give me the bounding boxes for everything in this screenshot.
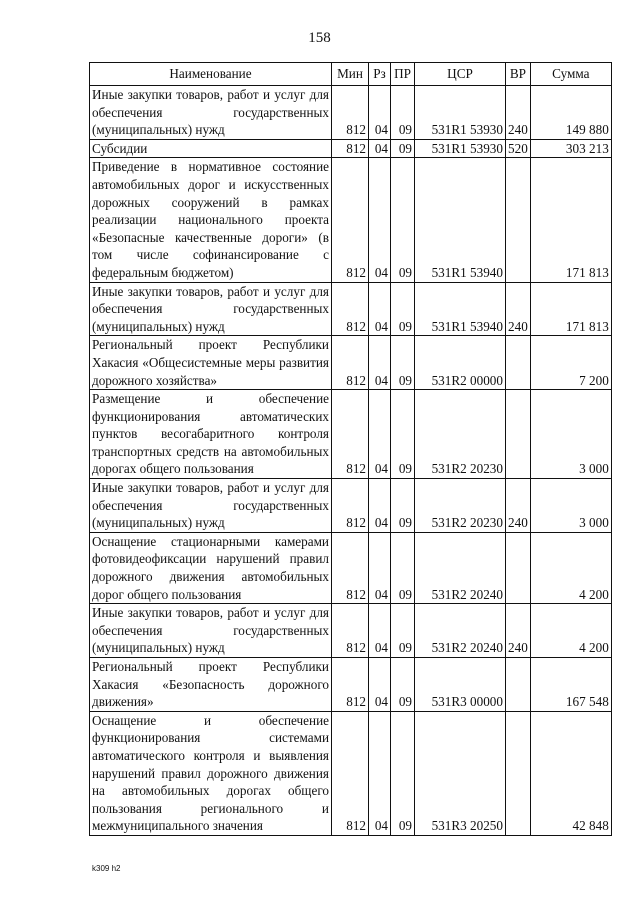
row-pr-cell: 09 [391,390,415,479]
row-sum-cell: 7 200 [530,336,611,390]
row-sum-cell: 3 000 [530,479,611,533]
row-name-cell: Иные закупки товаров, работ и услуг для обеспечения государственных (муниципальных) нужд [90,282,332,336]
row-rz-cell: 04 [369,390,391,479]
row-vr-cell [506,658,531,712]
row-sum-cell: 171 813 [530,282,611,336]
table-row [90,658,612,712]
column-header-pr: ПР [391,63,415,86]
column-header-csr: ЦСР [415,63,506,86]
table-row [90,86,612,140]
table-row [90,282,612,336]
row-rz-cell: 04 [369,479,391,533]
row-vr-cell [506,336,531,390]
row-csr-cell: 531R2 20230 [415,479,506,533]
table-row [90,532,612,603]
row-csr-cell: 531R2 00000 [415,336,506,390]
row-min-cell: 812 [332,336,369,390]
table-row [90,604,612,658]
row-rz-cell: 04 [369,282,391,336]
row-min-cell: 812 [332,658,369,712]
table-row [90,158,612,282]
row-vr-cell [506,532,531,603]
row-sum-cell: 149 880 [530,86,611,140]
row-min-cell: 812 [332,158,369,282]
table-row [90,479,612,533]
table-row [90,336,612,390]
row-pr-cell: 09 [391,658,415,712]
table-row [90,390,612,479]
row-name-cell: Региональный проект Республики Хакасия «Общесистемные меры развития дорожного хозяйства» [90,336,332,390]
row-rz-cell: 04 [369,532,391,603]
row-pr-cell: 09 [391,158,415,282]
row-vr-cell: 520 [506,139,531,158]
table-body [90,86,612,836]
row-csr-cell: 531R3 20250 [415,711,506,835]
row-pr-cell: 09 [391,86,415,140]
row-min-cell: 812 [332,604,369,658]
row-name-cell: Иные закупки товаров, работ и услуг для обеспечения государственных (муниципальных) нужд [90,86,332,140]
row-vr-cell [506,390,531,479]
row-pr-cell: 09 [391,532,415,603]
row-name-cell: Региональный проект Республики Хакасия «Безопасность дорожного движения» [90,658,332,712]
row-min-cell: 812 [332,479,369,533]
table-header-row [90,63,612,86]
row-min-cell: 812 [332,86,369,140]
row-sum-cell: 42 848 [530,711,611,835]
row-rz-cell: 04 [369,158,391,282]
row-name-cell: Приведение в нормативное состояние автомобильных дорог и искусственных дорожных сооружений в рамках реализации национального проекта «Безопасные качественные дороги» (в том числе софинансирование с федеральным бюджетом) [90,158,332,282]
column-header-vr: ВР [506,63,531,86]
row-csr-cell: 531R1 53940 [415,282,506,336]
row-name-cell: Иные закупки товаров, работ и услуг для обеспечения государственных (муниципальных) нужд [90,604,332,658]
row-rz-cell: 04 [369,139,391,158]
row-rz-cell: 04 [369,86,391,140]
row-csr-cell: 531R2 20240 [415,532,506,603]
row-rz-cell: 04 [369,336,391,390]
row-csr-cell: 531R1 53930 [415,139,506,158]
row-vr-cell [506,158,531,282]
row-vr-cell: 240 [506,86,531,140]
row-sum-cell: 171 813 [530,158,611,282]
row-pr-cell: 09 [391,604,415,658]
row-min-cell: 812 [332,711,369,835]
row-min-cell: 812 [332,390,369,479]
row-name-cell: Оснащение и обеспечение функционирования системами автоматического контроля и выявления нарушений правил дорожного движения на автомобильных дорогах общего пользования регионального и межмуниципального значения [90,711,332,835]
row-vr-cell: 240 [506,604,531,658]
column-header-sum: Сумма [530,63,611,86]
row-name-cell: Иные закупки товаров, работ и услуг для обеспечения государственных (муниципальных) нужд [90,479,332,533]
table-row [90,711,612,835]
row-csr-cell: 531R1 53940 [415,158,506,282]
row-min-cell: 812 [332,282,369,336]
row-csr-cell: 531R2 20230 [415,390,506,479]
row-sum-cell: 4 200 [530,532,611,603]
row-name-cell: Субсидии [90,139,332,158]
page-number: 158 [308,30,331,46]
row-sum-cell: 303 213 [530,139,611,158]
row-pr-cell: 09 [391,711,415,835]
row-sum-cell: 3 000 [530,390,611,479]
row-rz-cell: 04 [369,711,391,835]
row-pr-cell: 09 [391,139,415,158]
row-rz-cell: 04 [369,604,391,658]
budget-table [89,62,612,836]
row-min-cell: 812 [332,139,369,158]
column-header-rz: Рз [369,63,391,86]
row-csr-cell: 531R2 20240 [415,604,506,658]
footer-code: k309 h2 [92,864,121,873]
row-name-cell: Оснащение стационарными камерами фотовидеофиксации нарушений правил дорожного движения автомобильных дорог общего пользования [90,532,332,603]
column-header-name: Наименование [90,63,332,86]
row-sum-cell: 167 548 [530,658,611,712]
row-vr-cell: 240 [506,282,531,336]
row-csr-cell: 531R1 53930 [415,86,506,140]
table-row [90,139,612,158]
row-pr-cell: 09 [391,336,415,390]
row-sum-cell: 4 200 [530,604,611,658]
row-csr-cell: 531R3 00000 [415,658,506,712]
column-header-min: Мин [332,63,369,86]
row-rz-cell: 04 [369,658,391,712]
row-vr-cell [506,711,531,835]
row-vr-cell: 240 [506,479,531,533]
row-pr-cell: 09 [391,282,415,336]
row-pr-cell: 09 [391,479,415,533]
row-name-cell: Размещение и обеспечение функционирования автоматических пунктов весогабаритного контроля транспортных средств на автомобильных дорогах общего пользования [90,390,332,479]
row-min-cell: 812 [332,532,369,603]
